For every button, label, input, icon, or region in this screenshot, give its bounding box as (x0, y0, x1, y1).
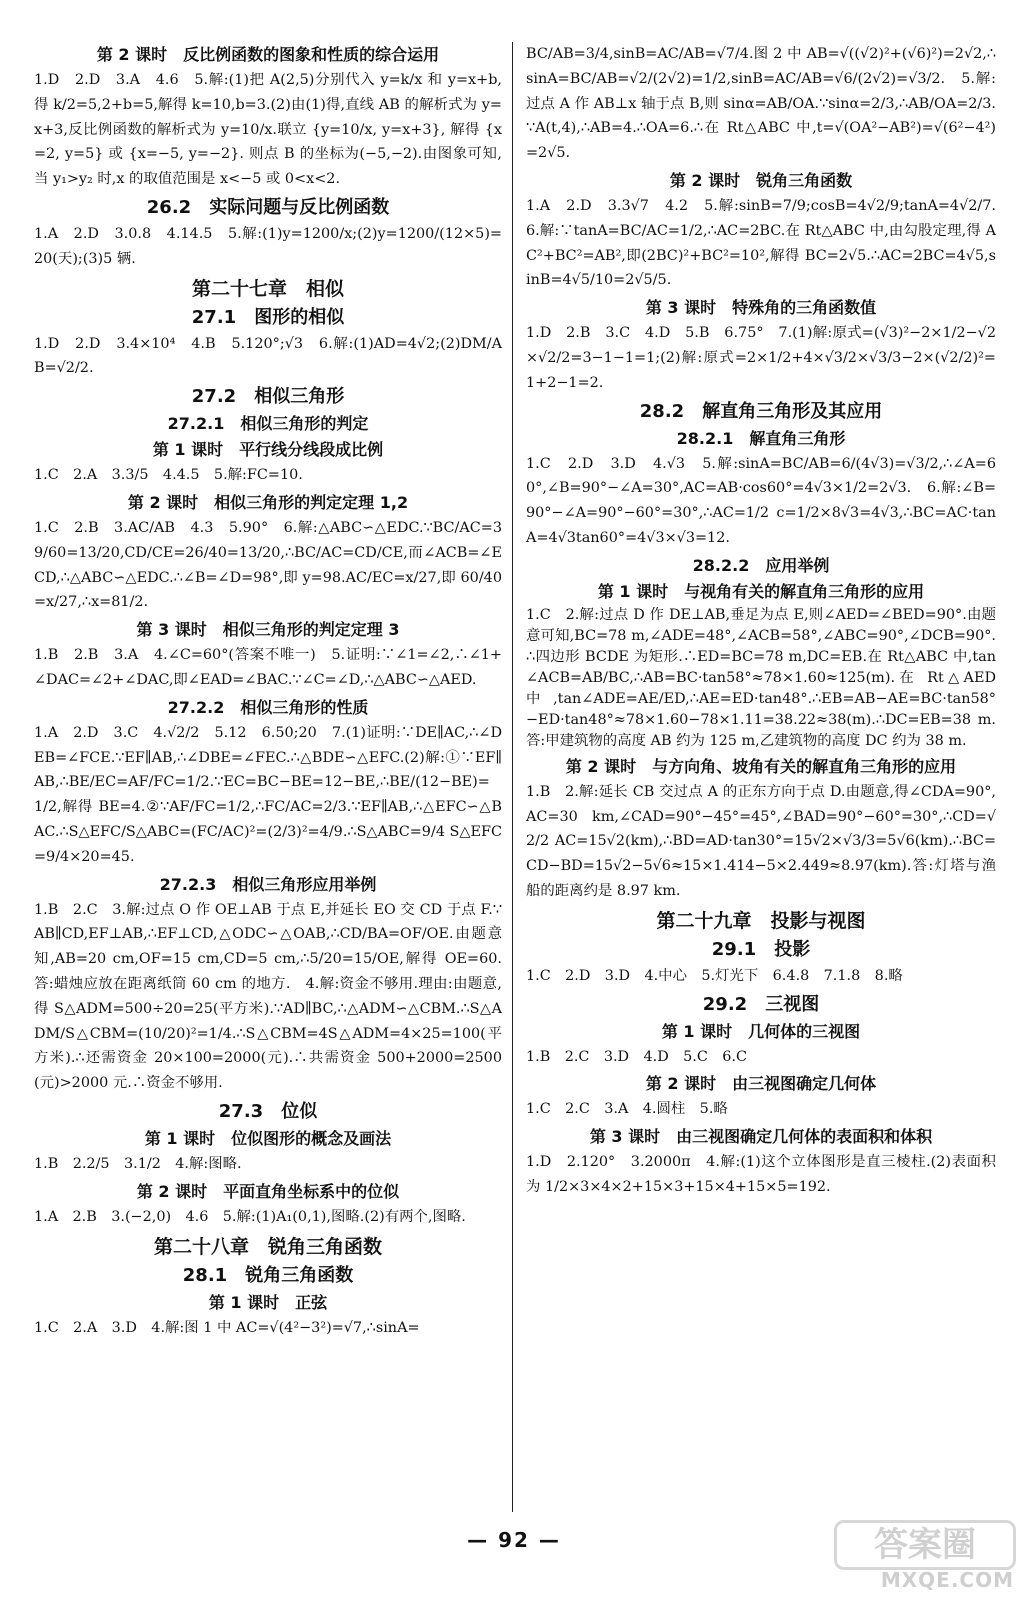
answer-paragraph: 1.C 2.C 3.A 4.圆柱 5.略 (526, 1101, 728, 1118)
lesson-heading: 28.2.1 解直角三角形 (676, 428, 846, 448)
lesson-heading: 第 2 课时 锐角三角函数 (669, 170, 853, 190)
lesson-heading: 27.2.3 相似三角形应用举例 (159, 874, 377, 894)
chapter-heading: 第二十九章 投影与视图 (656, 909, 866, 932)
section-heading: 27.2 相似三角形 (191, 386, 345, 408)
answer-paragraph: 1.D 2.D 3.4×10⁴ 4.B 5.120°;√3 6.解:(1)AD=4√2;(2)DM/AB=√2/2. (34, 335, 502, 377)
lesson-heading: 第 2 课时 平面直角坐标系中的位似 (136, 1181, 400, 1201)
lesson-heading: 第 1 课时 与视角有关的解直角三角形的应用 (597, 581, 925, 601)
answer-paragraph: 1.C 2.D 3.D 4.√3 5.解:sinA=BC/AB=6/(4√3)=√3/2,∴∠A=60°,∠B=90°−∠A=30°,AC=AB·cos60°=4√3×1/2=2√3. 6.解:∠B=90°−∠A=90°−60°=30°,∴AC=1/2 c=1/2×8√3=4√3,∴BC=AC·tanA=4√3tan60°=4√3×√3=12. (526, 455, 996, 546)
answer-paragraph: 1.B 2.2/5 3.1/2 4.解:图略. (34, 1155, 242, 1172)
answer-paragraph: 1.C 2.A 3.D 4.解:图 1 中 AC=√(4²−3²)=√7,∴sinA= (34, 1319, 420, 1336)
chapter-heading: 第二十八章 锐角三角函数 (153, 1235, 382, 1258)
section-heading: 26.2 实际问题与反比例函数 (146, 196, 390, 218)
answer-paragraph: 1.C 2.D 3.D 4.中心 5.灯光下 6.4.8 7.1.8 8.略 (526, 967, 903, 984)
lesson-heading: 第 2 课时 反比例函数的图象和性质的综合运用 (96, 45, 440, 64)
answer-paragraph: 1.B 2.B 3.A 4.∠C=60°(答案不唯一) 5.证明:∵∠1=∠2,∴∠1+∠DAC=∠2+∠DAC,即∠EAD=∠BAC.∵∠C=∠D,∴△ABC∽△AED. (34, 647, 502, 688)
answer-paragraph: 1.B 2.C 3.D 4.D 5.C 6.C (526, 1048, 748, 1065)
chapter-heading: 第二十七章 相似 (191, 277, 344, 300)
answer-paragraph: 1.A 2.B 3.(−2,0) 4.6 5.解:(1)A₁(0,1),图略.(2)有两个,图略. (34, 1208, 466, 1225)
section-heading: 29.1 投影 (711, 938, 811, 960)
lesson-heading: 28.2.2 应用举例 (692, 555, 830, 575)
lesson-heading: 第 3 课时 特殊角的三角函数值 (645, 298, 877, 318)
lesson-heading: 第 2 课时 与方向角、坡角有关的解直角三角形的应用 (565, 756, 957, 776)
lesson-heading: 27.2.1 相似三角形的判定 (167, 414, 369, 434)
lesson-heading: 第 3 课时 相似三角形的判定定理 3 (136, 620, 400, 640)
section-heading: 28.1 锐角三角函数 (182, 1264, 354, 1286)
right-column (526, 42, 1011, 1202)
column-divider (512, 42, 513, 1512)
section-heading: 29.2 三视图 (702, 993, 820, 1015)
answer-paragraph: 1.B 2.C 3.解:过点 O 作 OE⊥AB 于点 E,并延长 EO 交 CD 于点 F.∵AB∥CD,EF⊥AB,∴EF⊥CD,△ODC∽△OAB,∴CD/BA=OF/OE.由题意知,AB=20 cm,OF=15 cm,CD=5 cm,∴5/20=15/OE,解得 OE=60.答:蜡烛应放在距离纸筒 60 cm 的地方. 4.解:资金不够用.理由:由题意,得 S△ADM=500÷20=25(平方米).∵AD∥BC,∴△ADM∽△CBM.∴S△ADM/S△CBM=(10/20)²=1/4.∴S△CBM=4S△ADM=4×25=100(平方米).∴还需资金 20×100=2000(元).∴共需资金 500+2000=2500(元)>2000 元.∴资金不够用. (34, 901, 502, 1092)
answer-paragraph: 1.D 2.B 3.C 4.D 5.B 6.75° 7.(1)解:原式=(√3)²−2×1/2−√2×√2/2=3−1−1=1;(2)解:原式=2×1/2+4×√3/2×√3/3−2×(√2/2)²=1+2−1=2. (526, 325, 996, 391)
left-column (34, 42, 502, 1342)
lesson-heading: 第 1 课时 位似图形的概念及画法 (144, 1128, 392, 1148)
answer-paragraph: 1.D 2.120° 3.2000π 4.解:(1)这个立体图形是直三棱柱.(2)表面积为 1/2×3×4×2+15×3+15×4+15×5=192. (526, 1154, 996, 1195)
answer-paragraph: 1.C 2.B 3.AC/AB 4.3 5.90° 6.解:△ABC∽△EDC.∵BC/AC=39/60=13/20,CD/CE=26/40=13/20,∴BC/AC=CD/CE,而∠ACB=∠ECD,∴△ABC∽△EDC.∴∠B=∠D=98°,即 y=98.AC/EC=x/27,即 60/40=x/27,∴x=81/2. (34, 519, 502, 611)
lesson-heading: 第 3 课时 由三视图确定几何体的表面积和体积 (589, 1127, 933, 1147)
lesson-heading: 第 2 课时 相似三角形的判定定理 1,2 (127, 492, 409, 512)
answer-paragraph: 1.A 2.D 3.C 4.√2/2 5.12 6.50;20 7.(1)证明:∵DE∥AC,∴∠DEB=∠FCE.∵EF∥AB,∴∠DBE=∠FEC.∴△BDE∽△EFC.(2)解:①∵EF∥AB,∴BE/EC=AF/FC=1/2.∵EC=BC−BE=12−BE,∴BE/(12−BE)=1/2,解得 BE=4.②∵AF/FC=1/2,∴FC/AC=2/3.∵EF∥AB,∴△EFC∽△BAC.∴S△EFC/S△ABC=(FC/AC)²=(2/3)²=4/9.∴S△ABC=9/4 S△EFC=9/4×20=45. (34, 724, 502, 865)
answer-paragraph: 1.B 2.解:延长 CB 交过点 A 的正东方向于点 D.由题意,得∠CDA=90°,AC=30 km,∠CAD=90°−45°=45°,∠BAD=90°−60°=30°,∴CD=√2/2 AC=15√2(km),∴BD=AD·tan30°=15√2×√3/3=5√6(km).∴BC=CD−BD=15√2−5√6≈15×1.414−5×2.449≈8.97(km).答:灯塔与渔船的距离约是 8.97 km. (526, 783, 996, 899)
lesson-heading: 27.2.2 相似三角形的性质 (167, 697, 369, 717)
watermark-logo (830, 1520, 1014, 1592)
lesson-heading: 第 2 课时 由三视图确定几何体 (645, 1074, 877, 1094)
answer-paragraph: 1.C 2.解:过点 D 作 DE⊥AB,垂足为点 E,则∠AED=∠BED=90°.由题意可知,BC=78 m,∠ADE=48°,∠ACB=58°,∠ABC=90°,∠DCB=90°.∴四边形 BCDE 为矩形.∴ED=BC=78 m,DC=EB.在 Rt△ABC 中,tan∠ACB=AB/BC,∴AB=BC·tan58°≈78×1.60≈125(m).在 Rt△AED 中,tan∠ADE=AE/ED,∴AE=ED·tan48°.∴EB=AB−AE=BC·tan58°−ED·tan48°≈78×1.60−78×1.11=38.22≈38(m).∴DC=EB=38 m.答:甲建筑物的高度 AB 约为 125 m,乙建筑物的高度 DC 约为 38 m. (526, 606, 996, 749)
answer-paragraph: 1.A 2.D 3.0.8 4.14.5 5.解:(1)y=1200/x;(2)y=1200/(12×5)=20(天);(3)5 辆. (34, 225, 502, 267)
section-heading: 27.1 图形的相似 (191, 306, 345, 328)
lesson-heading: 第 1 课时 平行线分线段成比例 (152, 440, 384, 460)
answer-paragraph: 1.A 2.D 3.3√7 4.2 5.解:sinB=7/9;cosB=4√2/9;tanA=4√2/7. 6.解:∵tanA=BC/AC=1/2,∴AC=2BC.在 Rt△ABC 中,由勾股定理,得 AC²+BC²=AB²,即(2BC)²+BC²=10²,解得 BC=2√5.∴AC=2BC=4√5,sinB=4√5/10=2√5/5. (526, 197, 1011, 289)
lesson-heading: 第 1 课时 正弦 (208, 1292, 328, 1312)
answer-paragraph: 1.D 2.D 3.A 4.6 5.解:(1)把 A(2,5)分别代入 y=k/x 和 y=x+b,得 k/2=5,2+b=5,解得 k=10,b=3.(2)由(1)得,直线 AB 的解析式为 y=x+3,反比例函数的解析式为 y=10/x.联立 {y=10/x, y=x+3}, 解得 {x=2, y=5} 或 {x=−5, y=−2}. 则点 B 的坐标为(−5,−2).由图象可知,当 y₁>y₂ 时,x 的取值范围是 x<−5 或 0<x<2. (34, 72, 502, 188)
answer-paragraph: BC/AB=3/4,sinB=AC/AB=√7/4.图 2 中 AB=√((√2)²+(√6)²)=2√2,∴sinA=BC/AB=√2/(2√2)=1/2,sinB=AC/AB=√6/(2√2)=√3/2. 5.解:过点 A 作 AB⊥x 轴于点 B,则 sinα=AB/OA.∵sinα=2/3,∴AB/OA=2/3.∵A(t,4),∴AB=4.∴OA=6.∴在 Rt△ABC 中,t=√(OA²−AB²)=√(6²−4²)=2√5. (526, 46, 996, 162)
answer-paragraph: 1.C 2.A 3.3/5 4.4.5 5.解:FC=10. (34, 467, 303, 484)
page-number: — 92 — (467, 1528, 561, 1552)
section-heading: 27.3 位似 (218, 1100, 318, 1122)
lesson-heading: 第 1 课时 几何体的三视图 (661, 1021, 861, 1041)
watermark-url: MXQE.COM (880, 1568, 1014, 1592)
section-heading: 28.2 解直角三角形及其应用 (639, 400, 883, 422)
watermark-logo-text: 答案圈 (834, 1520, 1016, 1570)
